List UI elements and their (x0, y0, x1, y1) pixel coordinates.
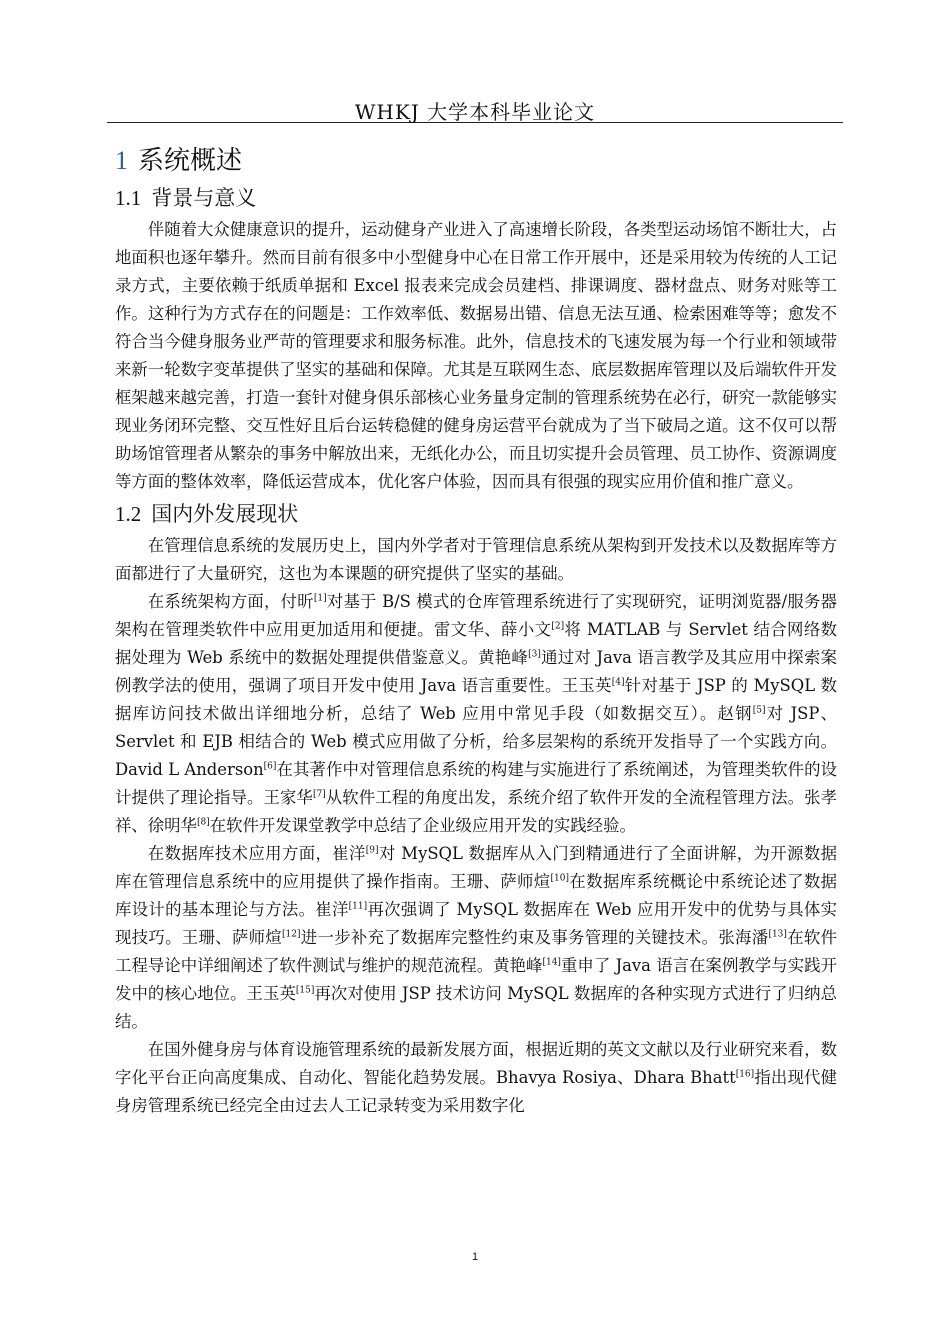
citation-ref: [9] (365, 845, 379, 856)
paragraph: 在国外健身房与体育设施管理系统的最新发展方面，根据近期的英文文献以及行业研究来看，数字化平台正向高度集成、自动化、智能化趋势发展。Bhavya Rosiya、Dhara Bhatt[16]指出现代健身房管理系统已经完全由过去人工记录转变为采用数字化 (115, 1040, 837, 1115)
citation-ref: [14] (542, 957, 561, 968)
chapter-title: 系统概述 (138, 146, 243, 176)
citation-ref: [4] (611, 677, 625, 688)
citation-ref: [7] (312, 789, 326, 800)
paragraph: 在系统架构方面，付昕[1]对基于 B/S 模式的仓库管理系统进行了实现研究，证明浏览器/服务器架构在管理类软件中应用更加适用和便捷。雷文华、薛小文[2]将 MATLAB 与 Servlet 结合网络数据处理为 Web 系统中的数据处理提供借鉴意义。黄艳峰[3]通过对 Java 语言教学及其应用中探索案例教学法的使用，强调了项目开发中使用 Java 语言重要性。王玉英[4]针对基于 JSP 的 MySQL 数据库访问技术做出详细地分析，总结了 Web 应用中常见手段（如数据交互）。赵钢[5]对 JSP、Servlet 和 EJB 相结合的 Web 模式应用做了分析，给多层架构的系统开发指导了一个实践方向。David L Anderson[6]在其著作中对管理信息系统的构建与实施进行了系统阐述，为管理类软件的设计提供了理论指导。王家华[7]从软件工程的角度出发，系统介绍了软件开发的全流程管理方法。张孝祥、徐明华[8]在软件开发课堂教学中总结了企业级应用开发的实践经验。 (115, 592, 838, 835)
section-number: 1.2 (115, 502, 142, 526)
chapter-heading (115, 142, 837, 180)
citation-ref: [16] (735, 1069, 755, 1080)
paragraph: 在管理信息系统的发展历史上，国内外学者对于管理信息系统从架构到开发技术以及数据库等方面都进行了大量研究，这也为本课题的研究提供了坚实的基础。 (115, 536, 837, 583)
citation-ref: [10] (550, 873, 569, 884)
citation-ref: [5] (752, 705, 766, 716)
citation-ref: [13] (768, 929, 787, 940)
section-heading (115, 180, 837, 216)
citation-ref: [12] (282, 929, 301, 940)
page-header (107, 96, 843, 123)
document-body (115, 142, 837, 1120)
page-number: 1 (471, 1251, 479, 1263)
header-title: WHKJ 大学本科毕业论文 (354, 100, 596, 124)
citation-ref: [6] (263, 761, 277, 772)
citation-ref: [15] (295, 985, 315, 996)
section-title: 背景与意义 (151, 186, 257, 210)
section-title: 国内外发展现状 (151, 502, 299, 526)
citation-ref: [11] (348, 901, 368, 912)
paragraph: 在数据库技术应用方面，崔洋[9]对 MySQL 数据库从入门到精通进行了全面讲解，为开源数据库在管理信息系统中的应用提供了操作指南。王珊、萨师煊[10]在数据库系统概论中系统论述了数据库设计的基本理论与方法。崔洋[11]再次强调了 MySQL 数据库在 Web 应用开发中的优势与具体实现技巧。王珊、萨师煊[12]进一步补充了数据库完整性约束及事务管理的关键技术。张海潘[13]在软件工程导论中详细阐述了软件测试与维护的规范流程。黄艳峰[14]重申了 Java 语言在案例教学与实践开发中的核心地位。王玉英[15]再次对使用 JSP 技术访问 MySQL 数据库的各种实现方式进行了归纳总结。 (115, 844, 838, 1031)
section-number: 1.1 (115, 186, 142, 210)
paragraph: 伴随着大众健康意识的提升，运动健身产业进入了高速增长阶段，各类型运动场馆不断壮大，占地面积也逐年攀升。然而目前有很多中小型健身中心在日常工作开展中，还是采用较为传统的人工记录方式，主要依赖于纸质单据和 Excel 报表来完成会员建档、排课调度、器材盘点、财务对账等工作。这种行为方式存在的问题是：工作效率低、数据易出错、信息无法互通、检索困难等等；愈发不符合当今健身服务业严苛的管理要求和服务标准。此外，信息技术的飞速发展为每一个行业和领域带来新一轮数字变革提供了坚实的基础和保障。尤其是互联网生态、底层数据库管理以及后端软件开发框架越来越完善，打造一套针对健身俱乐部核心业务量身定制的管理系统势在必行，研究一款能够实现业务闭环完整、交互性好且后台运转稳健的健身房运营平台就成为了当下破局之道。这不仅可以帮助场馆管理者从繁杂的事务中解放出来，无纸化办公，而且切实提升会员管理、员工协作、资源调度等方面的整体效率，降低运营成本，优化客户体验，因而具有很强的现实应用价值和推广意义。 (115, 220, 837, 491)
section-heading (115, 496, 837, 532)
citation-ref: [2] (551, 621, 565, 632)
citation-ref: [8] (196, 817, 210, 828)
chapter-number: 1 (115, 146, 128, 175)
citation-ref: [1] (313, 593, 327, 604)
citation-ref: [3] (528, 649, 541, 660)
